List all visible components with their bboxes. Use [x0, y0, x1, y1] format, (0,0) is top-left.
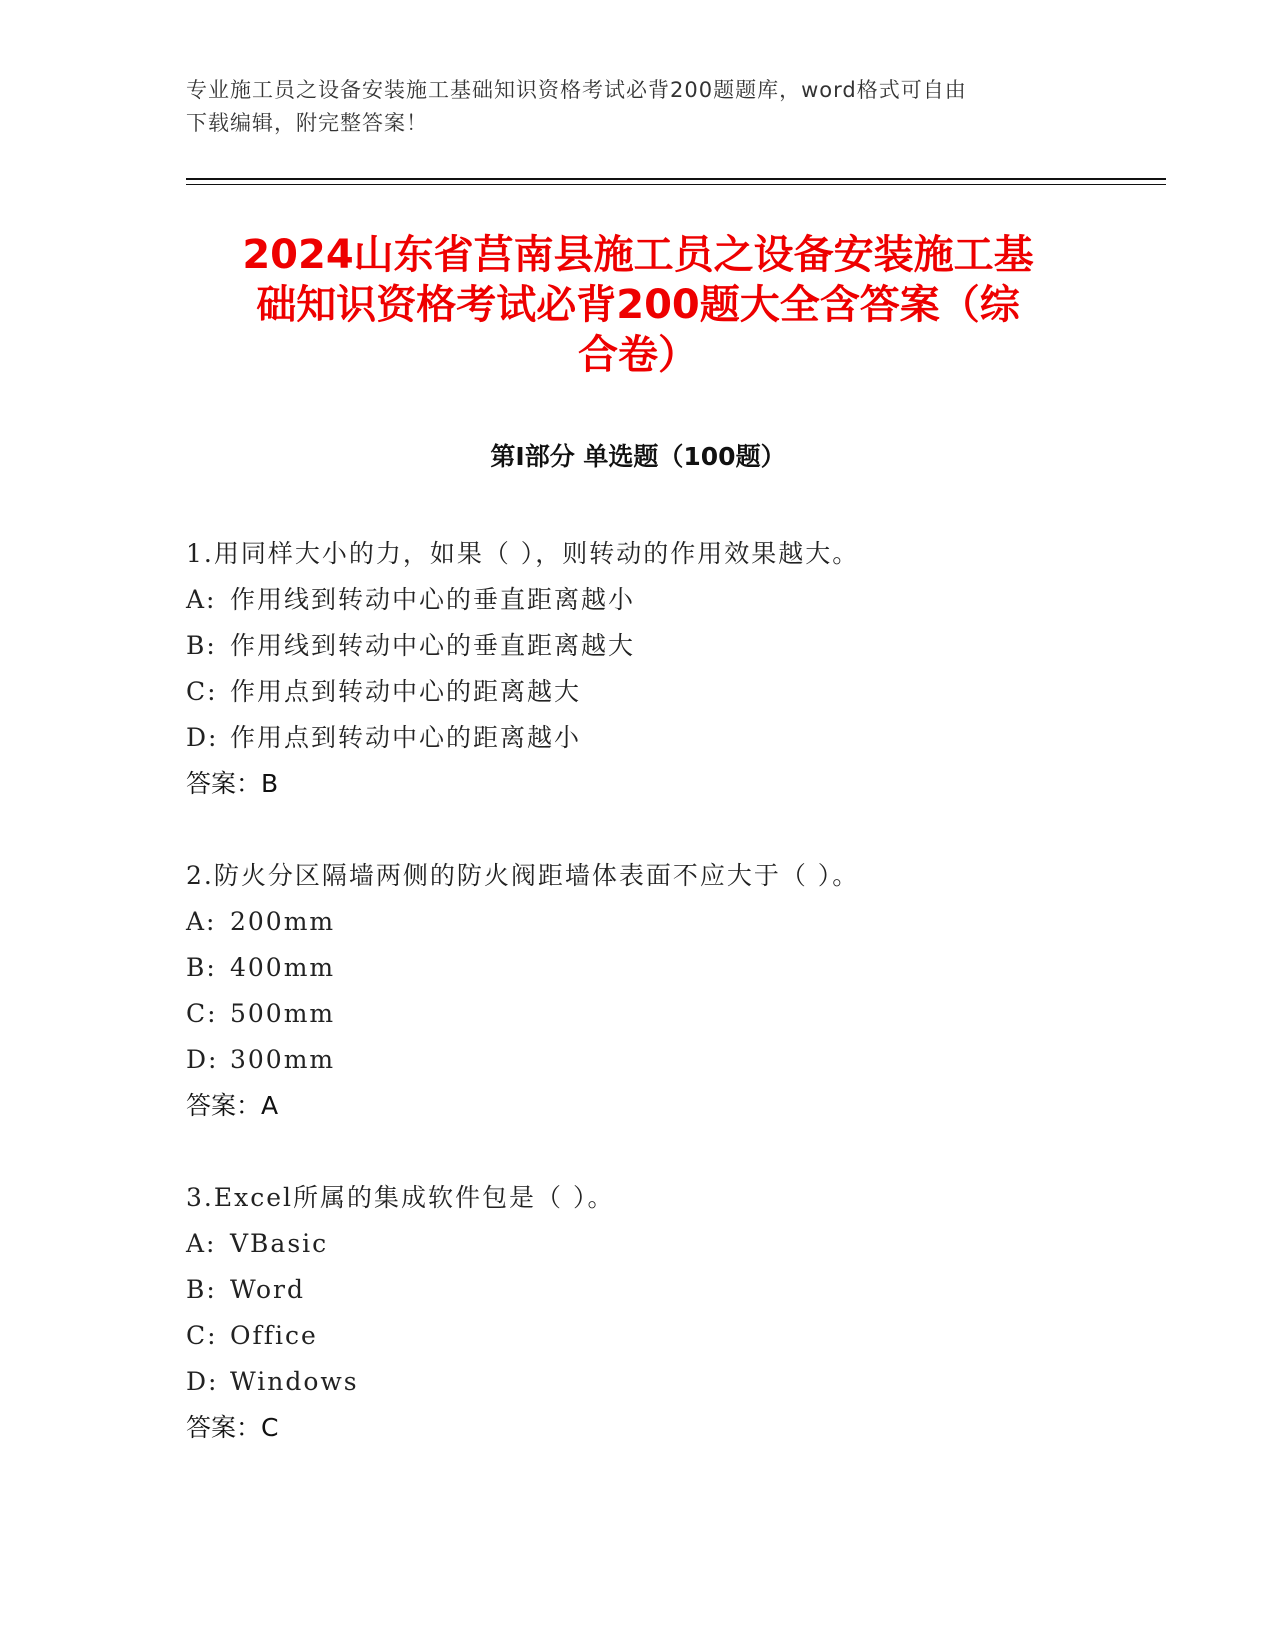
option-text: 400mm [230, 953, 336, 982]
option-key: A: [186, 907, 217, 936]
option-text: 300mm [230, 1045, 336, 1074]
option-text: 500mm [230, 999, 336, 1028]
option-key: D: [186, 1045, 219, 1074]
answer-label: 答案：B [186, 769, 279, 798]
document-title [186, 230, 1090, 380]
question-2 [186, 853, 1146, 1129]
option-key: A: [186, 585, 217, 614]
option-b [186, 623, 1146, 669]
option-key: C: [186, 999, 218, 1028]
option-c [186, 669, 1146, 715]
question-1 [186, 531, 1146, 807]
option-text: 200mm [230, 907, 336, 936]
option-key: D: [186, 1367, 219, 1396]
option-text: Word [230, 1275, 306, 1304]
option-c [186, 1313, 1146, 1359]
option-text: 作用点到转动中心的距离越大 [230, 677, 582, 706]
document-title-line-3: 合卷） [578, 332, 698, 378]
header-note [186, 74, 1086, 140]
option-key: D: [186, 723, 219, 752]
option-c [186, 991, 1146, 1037]
option-text: 作用线到转动中心的垂直距离越小 [230, 585, 636, 614]
answer-label: 答案：C [186, 1413, 279, 1442]
answer-label: 答案：A [186, 1091, 279, 1120]
option-key: C: [186, 677, 218, 706]
option-a [186, 577, 1146, 623]
question-stem: 2.防火分区隔墙两侧的防火阀距墙体表面不应大于（ ）。 [186, 861, 860, 890]
option-key: C: [186, 1321, 218, 1350]
question-stem: 1.用同样大小的力，如果（ ），则转动的作用效果越大。 [186, 539, 860, 568]
option-text: 作用线到转动中心的垂直距离越大 [230, 631, 636, 660]
option-d [186, 1359, 1146, 1405]
option-key: B: [186, 953, 217, 982]
section-title: 第Ⅰ部分 单选题（100题） [490, 442, 786, 471]
option-text: 作用点到转动中心的距离越小 [230, 723, 582, 752]
header-divider-thin [186, 184, 1166, 185]
document-title-line-1: 2024山东省莒南县施工员之设备安装施工基 [242, 232, 1034, 278]
option-key: B: [186, 1275, 217, 1304]
option-a [186, 1221, 1146, 1267]
header-note-line-2: 下载编辑，附完整答案！ [186, 111, 428, 135]
document-title-line-2: 础知识资格考试必背200题大全含答案（综 [256, 282, 1020, 328]
option-b [186, 945, 1146, 991]
option-d [186, 715, 1146, 761]
header-note-line-1: 专业施工员之设备安装施工基础知识资格考试必背200题题库，word格式可自由 [186, 78, 967, 102]
option-a [186, 899, 1146, 945]
option-key: B: [186, 631, 217, 660]
header-divider-thick [186, 178, 1166, 180]
option-text: VBasic [230, 1229, 329, 1258]
option-text: Office [230, 1321, 318, 1350]
question-3 [186, 1175, 1146, 1451]
option-b [186, 1267, 1146, 1313]
option-text: Windows [230, 1367, 359, 1396]
option-d [186, 1037, 1146, 1083]
question-stem: 3.Excel所属的集成软件包是（ ）。 [186, 1183, 615, 1212]
option-key: A: [186, 1229, 217, 1258]
